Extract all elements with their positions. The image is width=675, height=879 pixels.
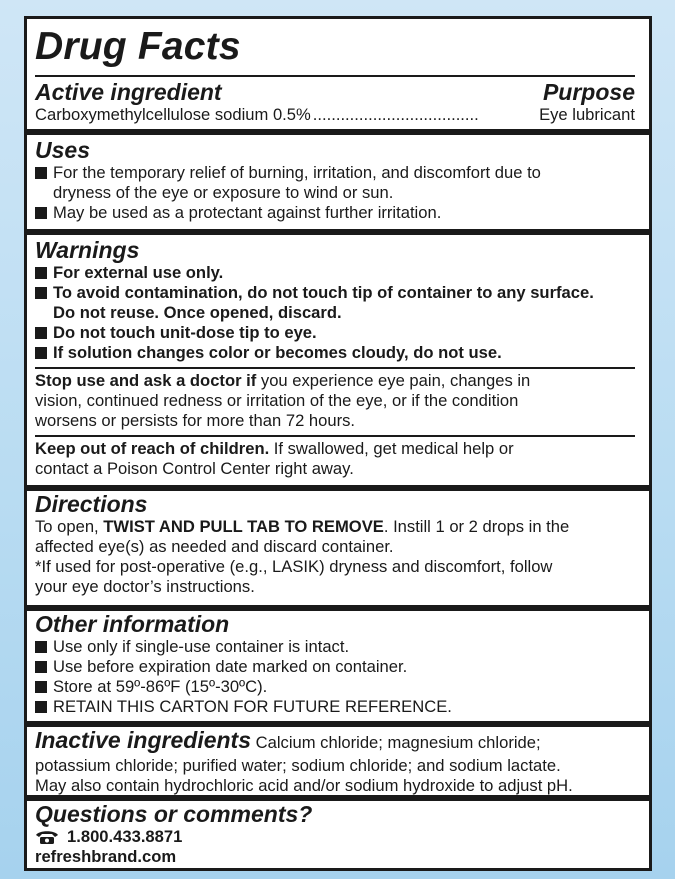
page-title: Drug Facts (35, 25, 241, 68)
divider-keep-out (35, 435, 635, 437)
bullet-icon (35, 661, 47, 673)
phone-number[interactable]: 1.800.433.8871 (67, 827, 183, 846)
bullet-icon (35, 681, 47, 693)
directions-line: *If used for post-operative (e.g., LASIK) dryness and discomfort, follow (35, 557, 553, 576)
other-info-heading: Other information (35, 611, 230, 637)
other-info-section (35, 611, 641, 717)
stop-use-line: Stop use and ask a doctor if you experience eye pain, changes in (35, 371, 531, 390)
directions-heading: Directions (35, 491, 148, 517)
directions-line: To open, TWIST AND PULL TAB TO REMOVE. Instill 1 or 2 drops in the (35, 517, 570, 536)
active-ingredient-heading: Active ingredient (35, 79, 222, 105)
other-info-item: RETAIN THIS CARTON FOR FUTURE REFERENCE. (35, 697, 641, 717)
telephone-icon (35, 830, 59, 844)
stop-use-line: worsens or persists for more than 72 hours. (35, 411, 356, 430)
warnings-section (35, 237, 641, 363)
bullet-icon (35, 641, 47, 653)
uses-item: May be used as a protectant against further irritation. (35, 203, 641, 223)
warning-item: To avoid contamination, do not touch tip of container to any surface. (35, 283, 641, 303)
bullet-icon (35, 347, 47, 359)
uses-item: For the temporary relief of burning, irritation, and discomfort due to (35, 163, 641, 183)
keep-out-line: contact a Poison Control Center right away. (35, 459, 354, 478)
divider-uses (27, 129, 649, 135)
bullet-icon (35, 207, 47, 219)
keep-out-section (35, 439, 641, 479)
purpose-heading: Purpose (542, 79, 635, 105)
leader-dots: .................................... (312, 105, 479, 124)
bullet-icon (35, 287, 47, 299)
directions-line: affected eye(s) as needed and discard container. (35, 537, 394, 556)
website-link[interactable]: refreshbrand.com (35, 847, 177, 866)
inactive-line: May also contain hydrochloric acid and/or sodium hydroxide to adjust pH. (35, 776, 573, 795)
other-info-item: Use only if single-use container is intact. (35, 637, 641, 657)
other-info-item: Store at 59º-86ºF (15º-30ºC). (35, 677, 641, 697)
warning-item: Do not touch unit-dose tip to eye. (35, 323, 641, 343)
uses-section (35, 137, 641, 223)
other-info-item: Use before expiration date marked on container. (35, 657, 641, 677)
drug-facts-panel (24, 16, 652, 871)
stop-use-section (35, 371, 641, 431)
warning-item: If solution changes color or becomes cloudy, do not use. (35, 343, 641, 363)
directions-bold: TWIST AND PULL TAB TO REMOVE (103, 517, 384, 536)
keep-out-line: Keep out of reach of children. If swallowed, get medical help or (35, 439, 514, 458)
bullet-icon (35, 327, 47, 339)
inactive-section (35, 727, 641, 796)
questions-heading: Questions or comments? (35, 801, 313, 827)
title-section (35, 25, 641, 69)
warning-item: For external use only. (35, 263, 641, 283)
active-ingredient-section (35, 79, 641, 125)
active-ingredient-purpose: Eye lubricant (539, 105, 635, 124)
directions-section (35, 491, 641, 597)
warning-item-continued: Do not reuse. Once opened, discard. (53, 303, 342, 322)
title-divider (35, 75, 635, 77)
phone-line (35, 827, 641, 847)
questions-section (35, 801, 641, 867)
inactive-line: Inactive ingredients Calcium chloride; magnesium chloride; (35, 727, 541, 753)
divider-warnings (27, 229, 649, 235)
bullet-icon (35, 167, 47, 179)
active-ingredient-name: Carboxymethylcellulose sodium 0.5% (35, 105, 311, 124)
inactive-heading: Inactive ingredients (35, 727, 252, 753)
stop-use-bold: Stop use and ask a doctor if (35, 371, 257, 390)
keep-out-bold: Keep out of reach of children. (35, 439, 270, 458)
stop-use-line: vision, continued redness or irritation of the eye, or if the condition (35, 391, 519, 410)
bullet-icon (35, 701, 47, 713)
divider-stop-use (35, 367, 635, 369)
uses-heading: Uses (35, 137, 90, 163)
uses-item-continued: dryness of the eye or exposure to wind or sun. (53, 183, 394, 202)
warnings-heading: Warnings (35, 237, 140, 263)
bullet-icon (35, 267, 47, 279)
directions-line: your eye doctor’s instructions. (35, 577, 255, 596)
inactive-line: potassium chloride; purified water; sodium chloride; and sodium lactate. (35, 756, 561, 775)
